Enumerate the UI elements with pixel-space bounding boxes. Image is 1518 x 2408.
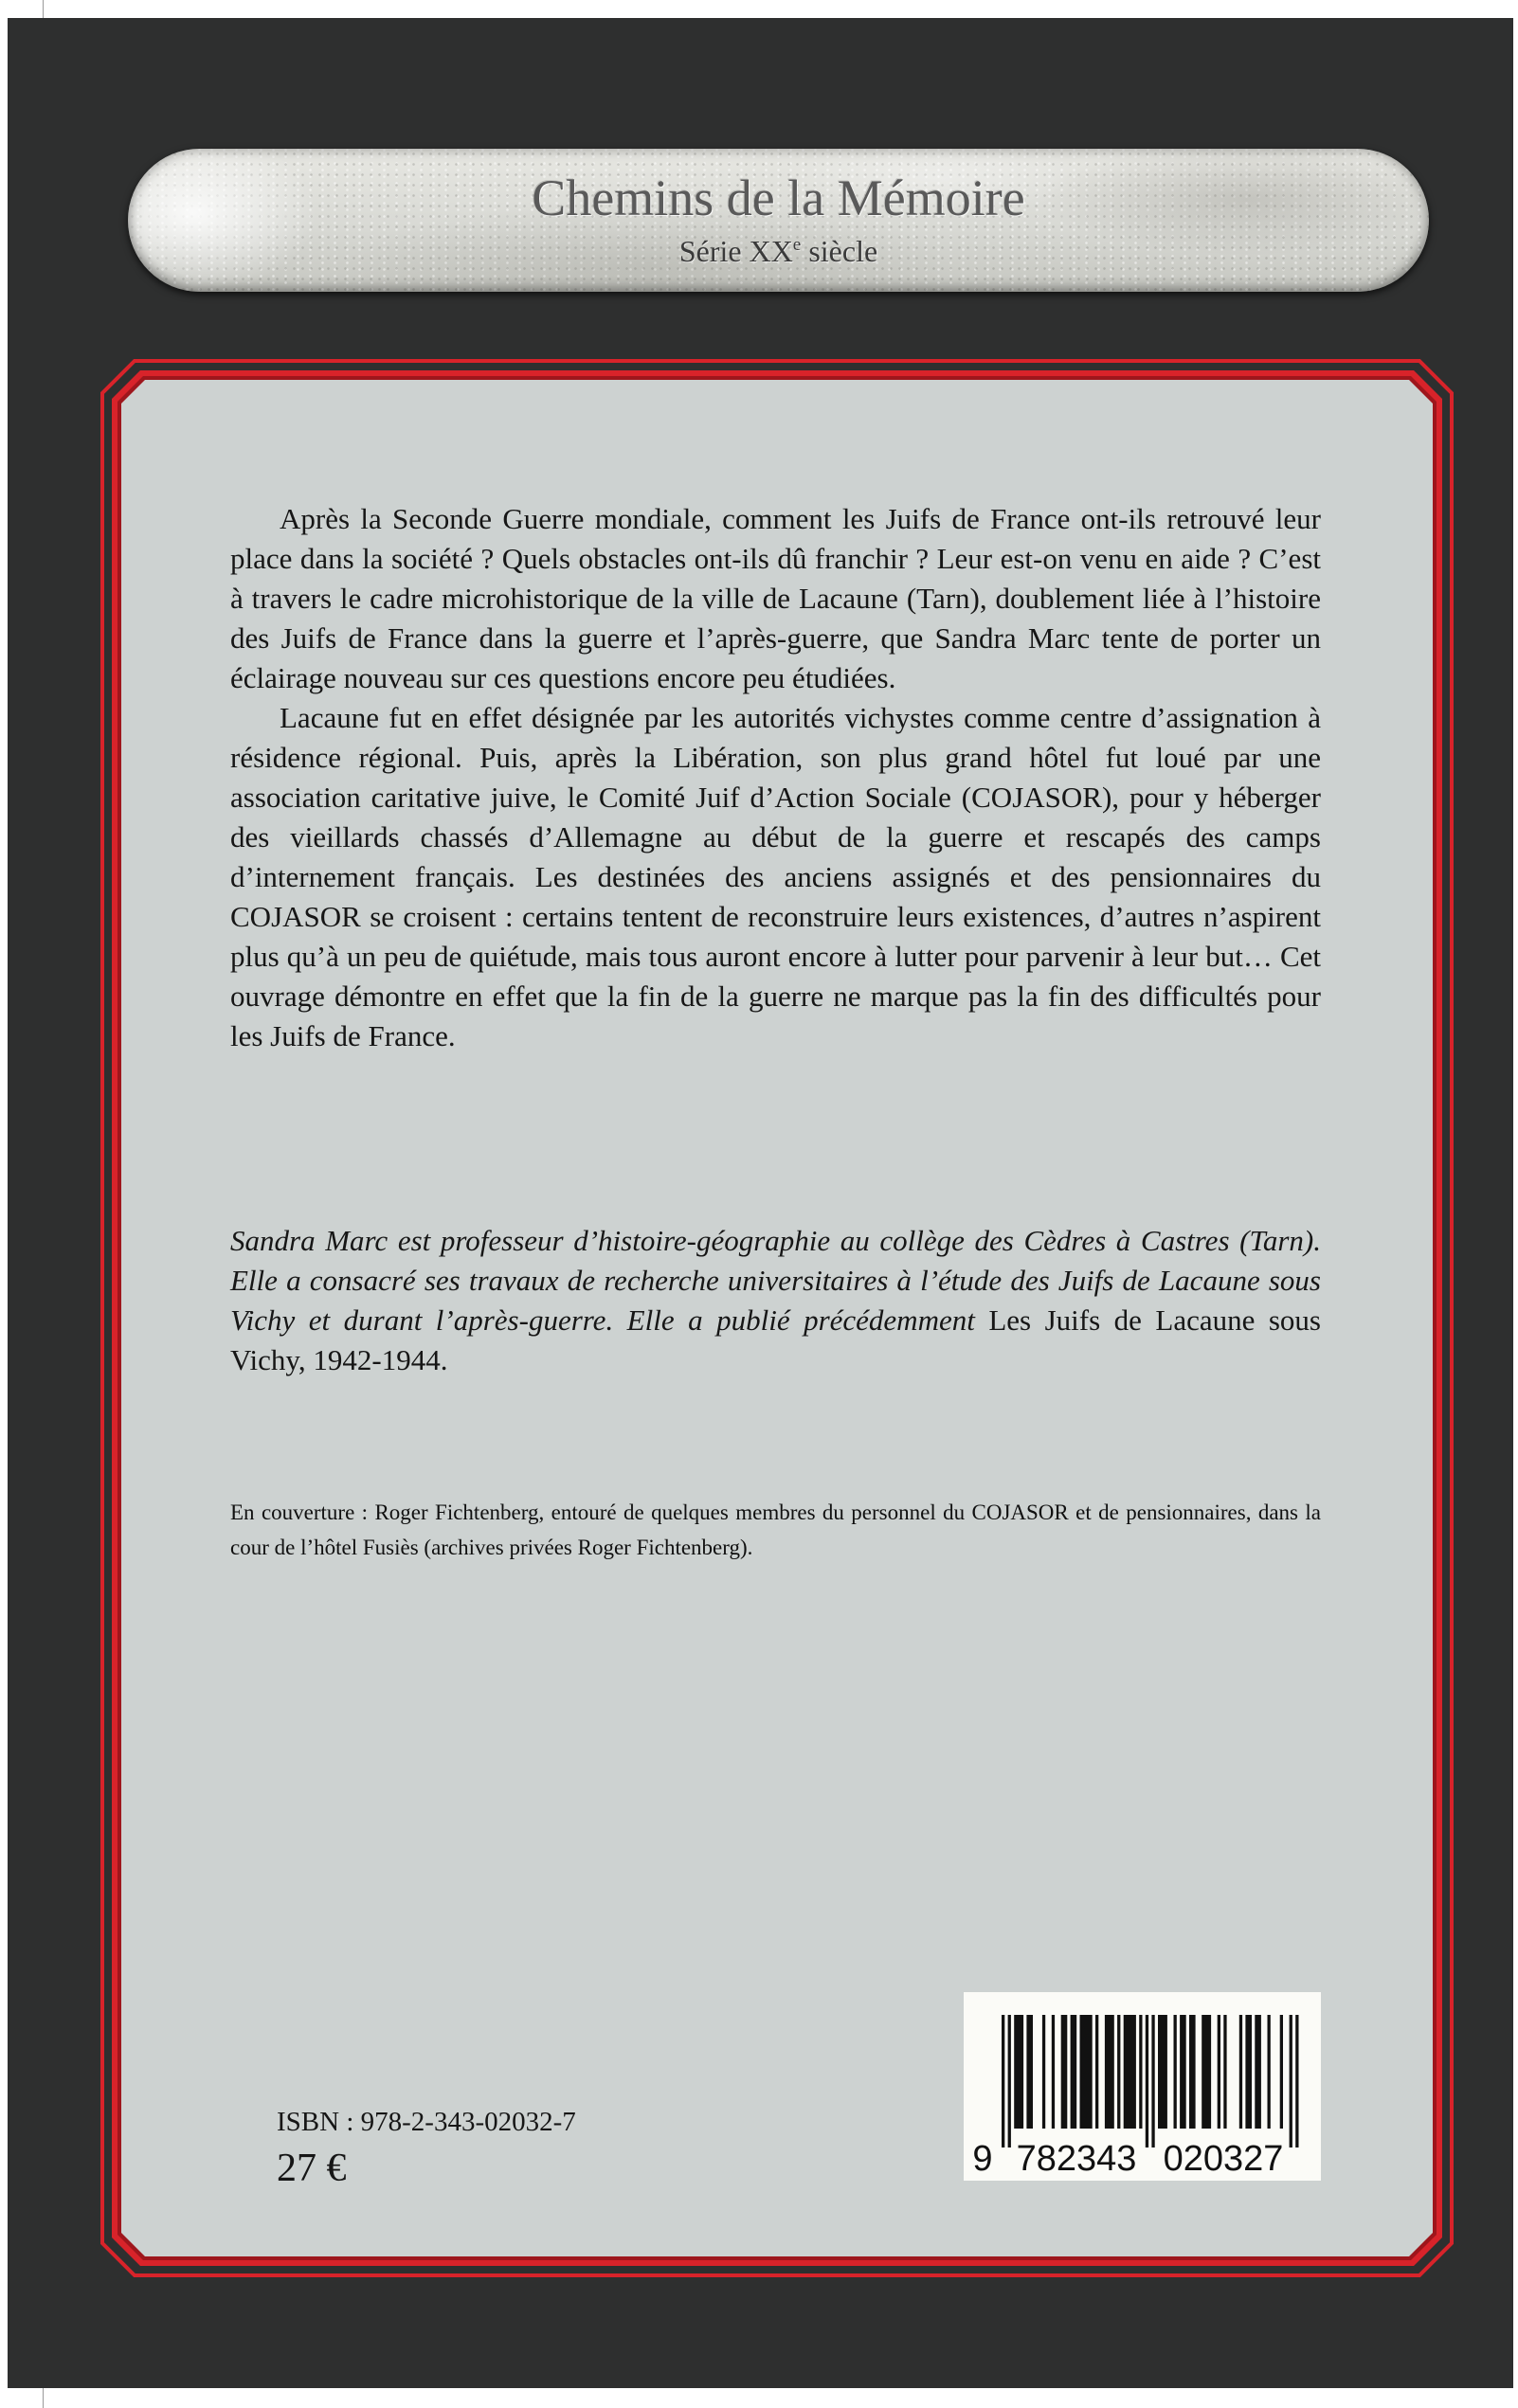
barcode-bars: [1002, 2015, 1299, 2147]
barcode-bar: [1158, 2015, 1167, 2129]
barcode-bar: [1189, 2015, 1196, 2129]
barcode-bar: [1026, 2015, 1033, 2129]
barcode-bar: [1105, 2015, 1114, 2129]
barcode-guard-bar: [1008, 2015, 1011, 2147]
author-previous-work: Les Juifs de Lacaune sous Vichy, 1942-1944.: [230, 1303, 1321, 1376]
isbn: ISBN : 978-2-343-02032-7: [277, 2107, 576, 2137]
barcode-bar: [1117, 2015, 1120, 2129]
barcode-bar: [1014, 2015, 1023, 2129]
barcode-bar: [1180, 2015, 1186, 2129]
author-bio-text: Sandra Marc est professeur d’histoire-géographie au collège des Cèdres à Castres (Tarn). Elle a consacré ses travaux de recherche universitaires à l’étude des Juifs de Lacaune sous Vichy et durant l’après-guerre. Elle a publié précédemment: [230, 1224, 1321, 1337]
barcode-right-digits: 020327: [1163, 2139, 1284, 2179]
barcode-guard-bar: [1151, 2015, 1154, 2147]
series-subtitle-suffix: siècle: [801, 234, 878, 268]
author-bio: [230, 1221, 1321, 1380]
barcode-bar: [1095, 2015, 1098, 2129]
cover-photo-credit: En couverture : Roger Fichtenberg, entouré de quelques membres du personnel du COJASOR et de pensionnaires, dans la cour de l’hôtel Fusiès (archives privées Roger Fichtenberg).: [230, 1501, 1321, 1559]
barcode-bar: [1223, 2015, 1226, 2129]
book-summary: [230, 499, 1321, 1056]
barcode-guard-bar: [1290, 2015, 1292, 2147]
summary-paragraph-2: Lacaune fut en effet désignée par les autorités vichystes comme centre d’assignation à résidence régional. Puis, après la Libération, son plus grand hôtel fut loué par une association caritative juive, le Comité Juif d’Action Sociale (COJASOR), pour y héberger des vieillards chassés d’Allemagne au début de la guerre et rescapés des camps d’internement français. Les destinées des anciens assignés et des pensionnaires du COJASOR se croisent : certains tentent de reconstruire leurs existences, d’autres n’aspirent plus qu’à un peu de quiétude, mais tous auront encore à lutter pour parvenir à leur but… Cet ouvrage démontre en effet que la fin de la guerre ne marque pas la fin des difficultés pour les Juifs de France.: [230, 701, 1321, 1052]
barcode-bar: [1080, 2015, 1093, 2129]
barcode-bar: [1061, 2015, 1068, 2129]
barcode-graphic: [964, 1992, 1321, 2181]
barcode-guard-bar: [1146, 2015, 1148, 2147]
barcode-bar: [1071, 2015, 1077, 2129]
barcode-bar: [1239, 2015, 1242, 2129]
barcode-first-digit: 9: [972, 2139, 993, 2179]
barcode-bar: [1268, 2015, 1271, 2129]
series-subtitle-superscript: e: [792, 235, 802, 256]
barcode-bar: [1042, 2015, 1045, 2129]
barcode-bar: [1255, 2015, 1261, 2129]
barcode-bar: [1218, 2015, 1220, 2129]
summary-paragraph-1: Après la Seconde Guerre mondiale, comment les Juifs de France ont-ils retrouvé leur place dans la société ? Quels obstacles ont-ils dû franchir ? Leur est-on venu en aide ? C’est à travers le cadre microhistorique de la ville de Lacaune (Tarn), doublement liée à l’histoire des Juifs de France dans la guerre et l’après-guerre, que Sandra Marc tente de porter un éclairage nouveau sur ces questions encore peu étudiées.: [230, 502, 1321, 694]
series-title: Chemins de la Mémoire: [532, 170, 1025, 226]
barcode: [964, 1992, 1321, 2181]
barcode-bar: [1280, 2015, 1283, 2129]
barcode-guard-bar: [1295, 2015, 1298, 2147]
barcode-guard-bar: [1002, 2015, 1004, 2147]
barcode-bar: [1245, 2015, 1252, 2129]
price: 27 €: [277, 2147, 347, 2190]
barcode-bar: [1124, 2015, 1136, 2129]
series-subtitle-prefix: Série XX: [678, 234, 793, 268]
barcode-bar: [1202, 2015, 1211, 2129]
barcode-bar: [1052, 2015, 1055, 2129]
barcode-bar: [1139, 2015, 1142, 2129]
barcode-left-digits: 782343: [1016, 2139, 1137, 2179]
barcode-bar: [1174, 2015, 1177, 2129]
